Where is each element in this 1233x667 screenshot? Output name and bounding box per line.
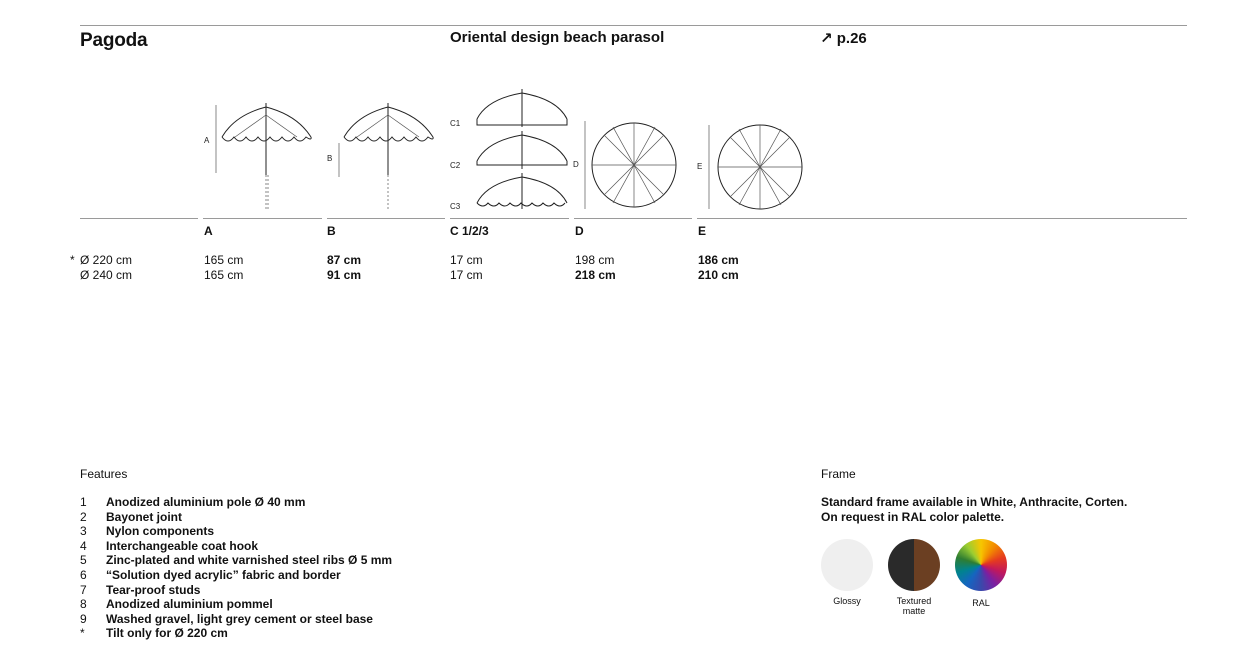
table-rule-e (697, 218, 1187, 219)
diagram-label-a: A (204, 136, 210, 145)
feature-number: * (80, 626, 85, 641)
row-1-value-b: 87 cm (327, 253, 362, 267)
swatch-label-glossy: Glossy (833, 596, 861, 606)
feature-item (80, 553, 480, 568)
swatch-ral[interactable] (955, 539, 1007, 591)
row-1-value-a: 165 cm (204, 253, 244, 267)
row-2-value-c: 17 cm (450, 268, 483, 282)
feature-item (80, 510, 480, 525)
feature-text: Nylon components (106, 524, 215, 539)
technical-drawings (195, 85, 815, 217)
feature-text: Interchangeable coat hook (106, 538, 259, 553)
row-2-value-a: 165 cm (204, 268, 244, 282)
feature-text: Bayonet joint (106, 509, 183, 524)
diagram-label-c3: C3 (450, 202, 461, 211)
swatch-label-textured-matte: Textured matte (896, 596, 932, 616)
feature-item (80, 524, 480, 539)
feature-number: 4 (80, 538, 87, 553)
feature-number: 1 (80, 495, 87, 509)
row-2-value-d: 218 cm (575, 268, 616, 282)
feature-number: 2 (80, 509, 87, 524)
drawing-a-side-view (204, 103, 311, 211)
product-subtitle: Oriental design beach parasol (450, 29, 665, 46)
column-label-d: D (575, 224, 584, 238)
row-1-value-d: 198 cm (575, 253, 615, 267)
feature-text: Tear-proof studs (106, 582, 201, 597)
feature-text: Anodized aluminium pole Ø 40 mm (106, 495, 306, 509)
feature-item (80, 626, 480, 641)
column-label-c: C 1/2/3 (450, 224, 489, 238)
feature-text: “Solution dyed acrylic” fabric and border (106, 567, 341, 582)
feature-number: 5 (80, 553, 87, 568)
diagram-label-c1: C1 (450, 119, 461, 128)
table-rule-d (574, 218, 692, 219)
row-1-value-e: 186 cm (698, 253, 739, 267)
row-1-value-c: 17 cm (450, 253, 483, 267)
product-title: Pagoda (80, 30, 148, 51)
feature-text: Tilt only for Ø 220 cm (106, 626, 228, 641)
table-rule-c (450, 218, 569, 219)
page-reference-link[interactable]: ↗ p.26 (820, 30, 867, 47)
feature-item (80, 583, 480, 598)
row-1-size: Ø 220 cm (80, 253, 133, 267)
feature-item (80, 612, 480, 627)
feature-item (80, 597, 480, 612)
table-rule-b (327, 218, 445, 219)
swatch-textured-matte[interactable] (888, 539, 940, 591)
frame-description-line-1: Standard frame available in White, Anthracite, Corten. (821, 495, 1128, 509)
feature-number: 8 (80, 597, 87, 612)
feature-item (80, 568, 480, 583)
top-rule (80, 25, 1187, 26)
diagram-label-b: B (327, 154, 333, 163)
feature-number: 7 (80, 582, 87, 597)
feature-number: 3 (80, 524, 87, 539)
features-list (80, 495, 480, 641)
drawing-c-canopy-views (450, 89, 567, 211)
feature-text: Anodized aluminium pommel (106, 597, 273, 612)
row-2-value-e: 210 cm (698, 268, 739, 282)
diagram-label-e: E (697, 162, 703, 171)
column-label-a: A (204, 224, 213, 238)
diagram-label-d: D (573, 160, 579, 169)
diagram-label-c2: C2 (450, 161, 461, 170)
feature-text: Zinc-plated and white varnished steel ribs Ø 5 mm (106, 553, 393, 568)
row-1-marker: * (70, 253, 75, 267)
feature-number: 9 (80, 611, 87, 626)
column-label-b: B (327, 224, 336, 238)
feature-text: Washed gravel, light grey cement or steel base (106, 611, 373, 626)
feature-item (80, 539, 480, 554)
drawing-b-side-view (327, 103, 433, 211)
column-label-e: E (698, 224, 707, 238)
frame-description-line-2: On request in RAL color palette. (821, 510, 1005, 524)
feature-number: 6 (80, 567, 87, 582)
swatch-label-ral: RAL (972, 598, 990, 608)
swatch-glossy[interactable] (821, 539, 873, 591)
row-2-size: Ø 240 cm (80, 268, 133, 282)
frame-title: Frame (821, 467, 856, 481)
table-rule-a (203, 218, 322, 219)
row-2-value-b: 91 cm (327, 268, 362, 282)
drawing-d-top-view (573, 121, 676, 209)
table-rule-size (80, 218, 198, 219)
features-title: Features (80, 467, 128, 481)
feature-item (80, 495, 480, 510)
drawing-e-top-view (697, 125, 802, 209)
